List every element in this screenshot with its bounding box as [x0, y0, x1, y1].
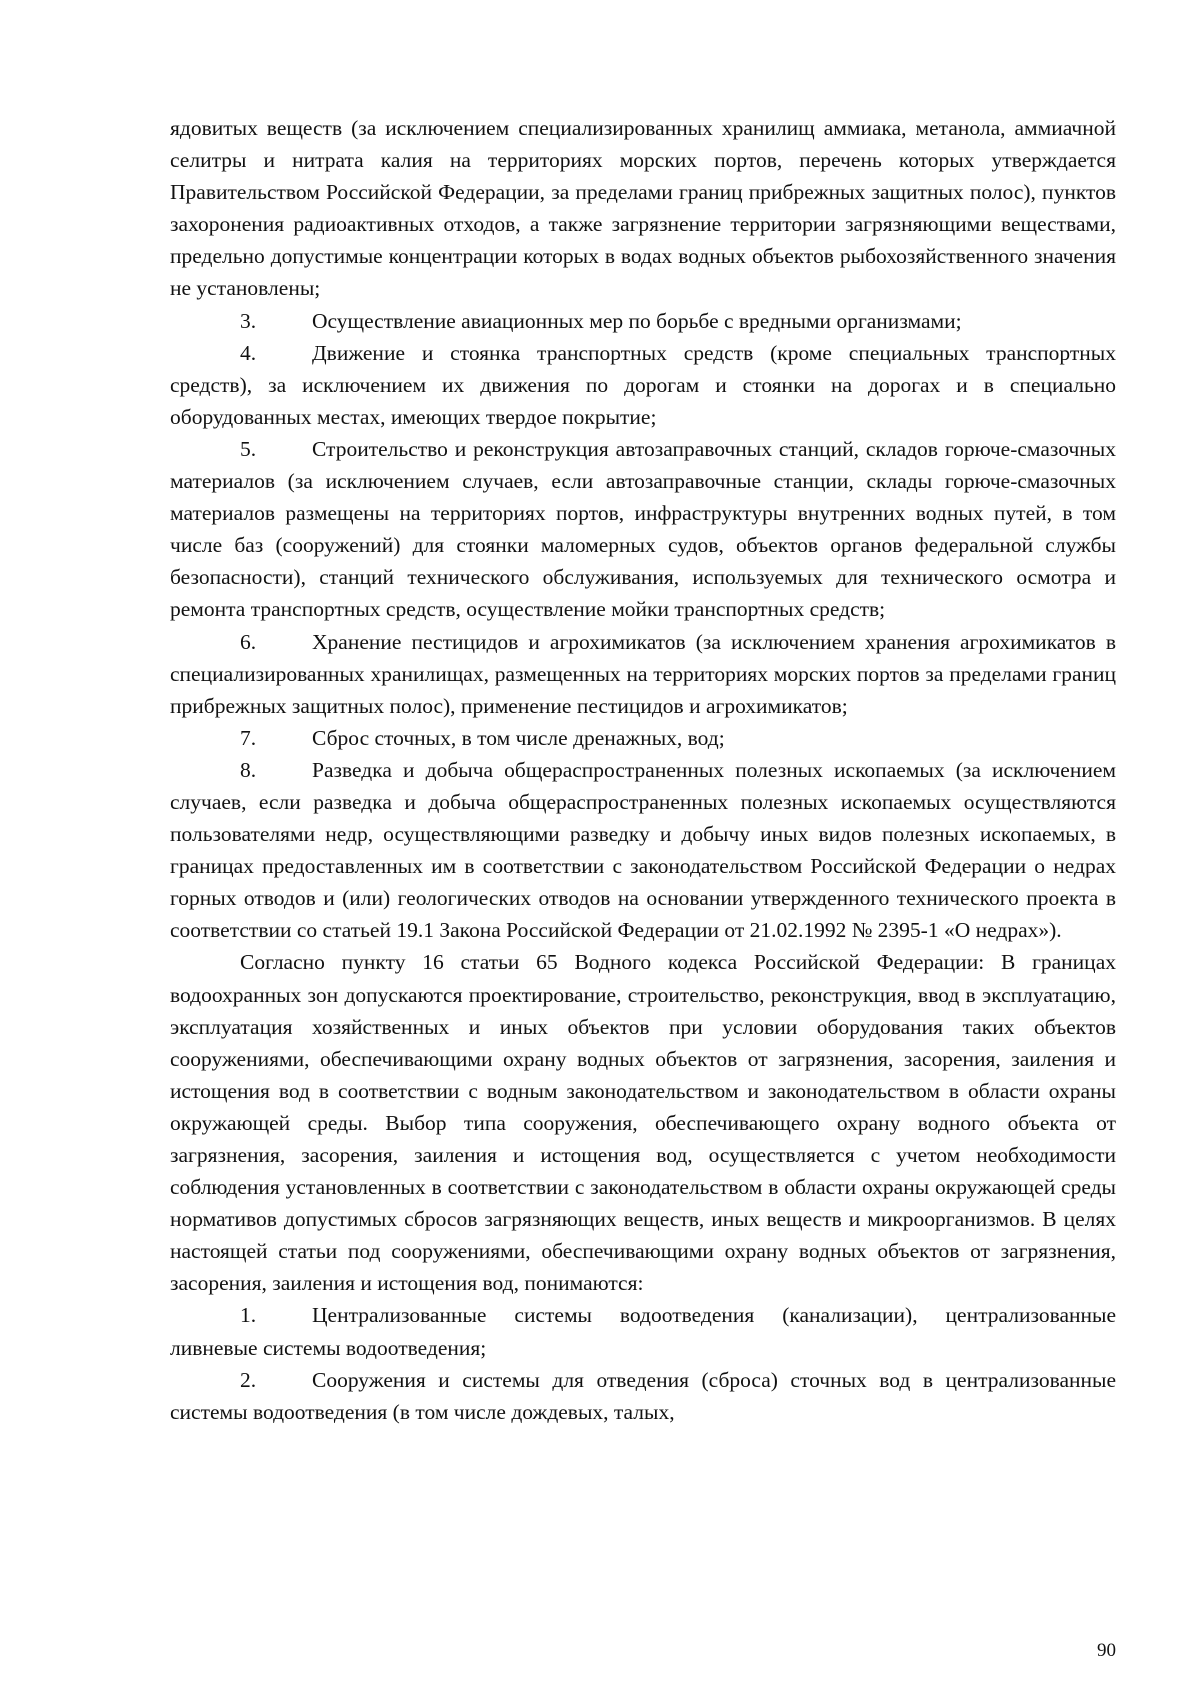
list-item	[170, 433, 1116, 626]
list-item-text: Централизованные системы водоотведения (канализации), централизованные ливневые системы водоотведения;	[170, 1303, 1116, 1360]
list-item-number: 1.	[240, 1303, 257, 1328]
document-page	[170, 112, 1116, 1428]
list-item-number: 3.	[240, 308, 257, 333]
list-item	[170, 722, 1116, 754]
list-item-text: Сооружения и системы для отведения (сброса) сточных вод в централизованные системы водоотведения (в том числе дождевых, талых,	[170, 1367, 1116, 1424]
list-item-text: Строительство и реконструкция автозаправочных станций, складов горюче-смазочных материалов (за исключением случаев, если автозаправочные станции, склады горюче-смазочных материалов размещены на территориях портов, инфраструктуры внутренних водных путей, в том числе баз (сооружений) для стоянки маломерных судов, объектов органов федеральной службы безопасности), станций технического обслуживания, используемых для технического осмотра и ремонта транспортных средств, осуществление мойки транспортных средств;	[170, 436, 1116, 622]
list-item-text: Движение и стоянка транспортных средств (кроме специальных транспортных средств), за исключением их движения по дорогам и стоянки на дорогах и в специально оборудованных местах, имеющих твердое покрытие;	[170, 340, 1116, 429]
list-item	[170, 1299, 1116, 1363]
list-item	[170, 337, 1116, 433]
list-item-number: 4.	[240, 340, 257, 365]
list-item-text: Разведка и добыча общераспространенных полезных ископаемых (за исключением случаев, если разведка и добыча общераспространенных полезных ископаемых осуществляются пользователями недр, осуществляющими разведку и добычу иных видов полезных ископаемых, в границах предоставленных им в соответствии с законодательством Российской Федерации о недрах горных отводов и (или) геологических отводов на основании утвержденного технического проекта в соответствии со статьей 19.1 Закона Российской Федерации от 21.02.1992 № 2395-1 «О недрах»).	[170, 757, 1116, 943]
list-item	[170, 626, 1116, 722]
list-item	[170, 305, 1116, 337]
main-paragraph: Согласно пункту 16 статьи 65 Водного кодекса Российской Федерации: В границах водоохранных зон допускаются проектирование, строительство, реконструкция, ввод в эксплуатацию, эксплуатация хозяйственных и иных объектов при условии оборудования таких объектов сооружениями, обеспечивающими охрану водных объектов от загрязнения, засорения, заиления и истощения вод в соответствии с водным законодательством и законодательством в области охраны окружающей среды. Выбор типа сооружения, обеспечивающего охрану водного объекта от загрязнения, засорения, заиления и истощения вод, осуществляется с учетом необходимости соблюдения установленных в соответствии с законодательством в области охраны окружающей среды нормативов допустимых сбросов загрязняющих веществ, иных веществ и микроорганизмов. В целях настоящей статьи под сооружениями, обеспечивающими охрану водных объектов от загрязнения, засорения, заиления и истощения вод, понимаются:	[170, 950, 1116, 1296]
list-item-number: 7.	[240, 725, 257, 750]
list-item-number: 5.	[240, 436, 257, 461]
list-item-text: Сброс сточных, в том числе дренажных, вод;	[312, 725, 725, 750]
list-item-text: Осуществление авиационных мер по борьбе с вредными организмами;	[312, 308, 962, 333]
list-item	[170, 1364, 1116, 1428]
list-item-text: Хранение пестицидов и агрохимикатов (за исключением хранения агрохимикатов в специализированных хранилищах, размещенных на территориях морских портов за пределами границ прибрежных защитных полос), применение пестицидов и агрохимикатов;	[170, 629, 1116, 718]
list-item-number: 2.	[240, 1367, 257, 1392]
list-item	[170, 754, 1116, 947]
page-number: 90	[1097, 1640, 1116, 1661]
lead-fragment: ядовитых веществ (за исключением специализированных хранилищ аммиака, метанола, аммиачной селитры и нитрата калия на территориях морских портов, перечень которых утверждается Правительством Российской Федерации, за пределами границ прибрежных защитных полос), пунктов захоронения радиоактивных отходов, а также загрязнение территории загрязняющими веществами, предельно допустимые концентрации которых в водах водных объектов рыбохозяйственного значения не установлены;	[170, 116, 1116, 301]
list-item-number: 8.	[240, 757, 257, 782]
list-item-number: 6.	[240, 629, 257, 654]
